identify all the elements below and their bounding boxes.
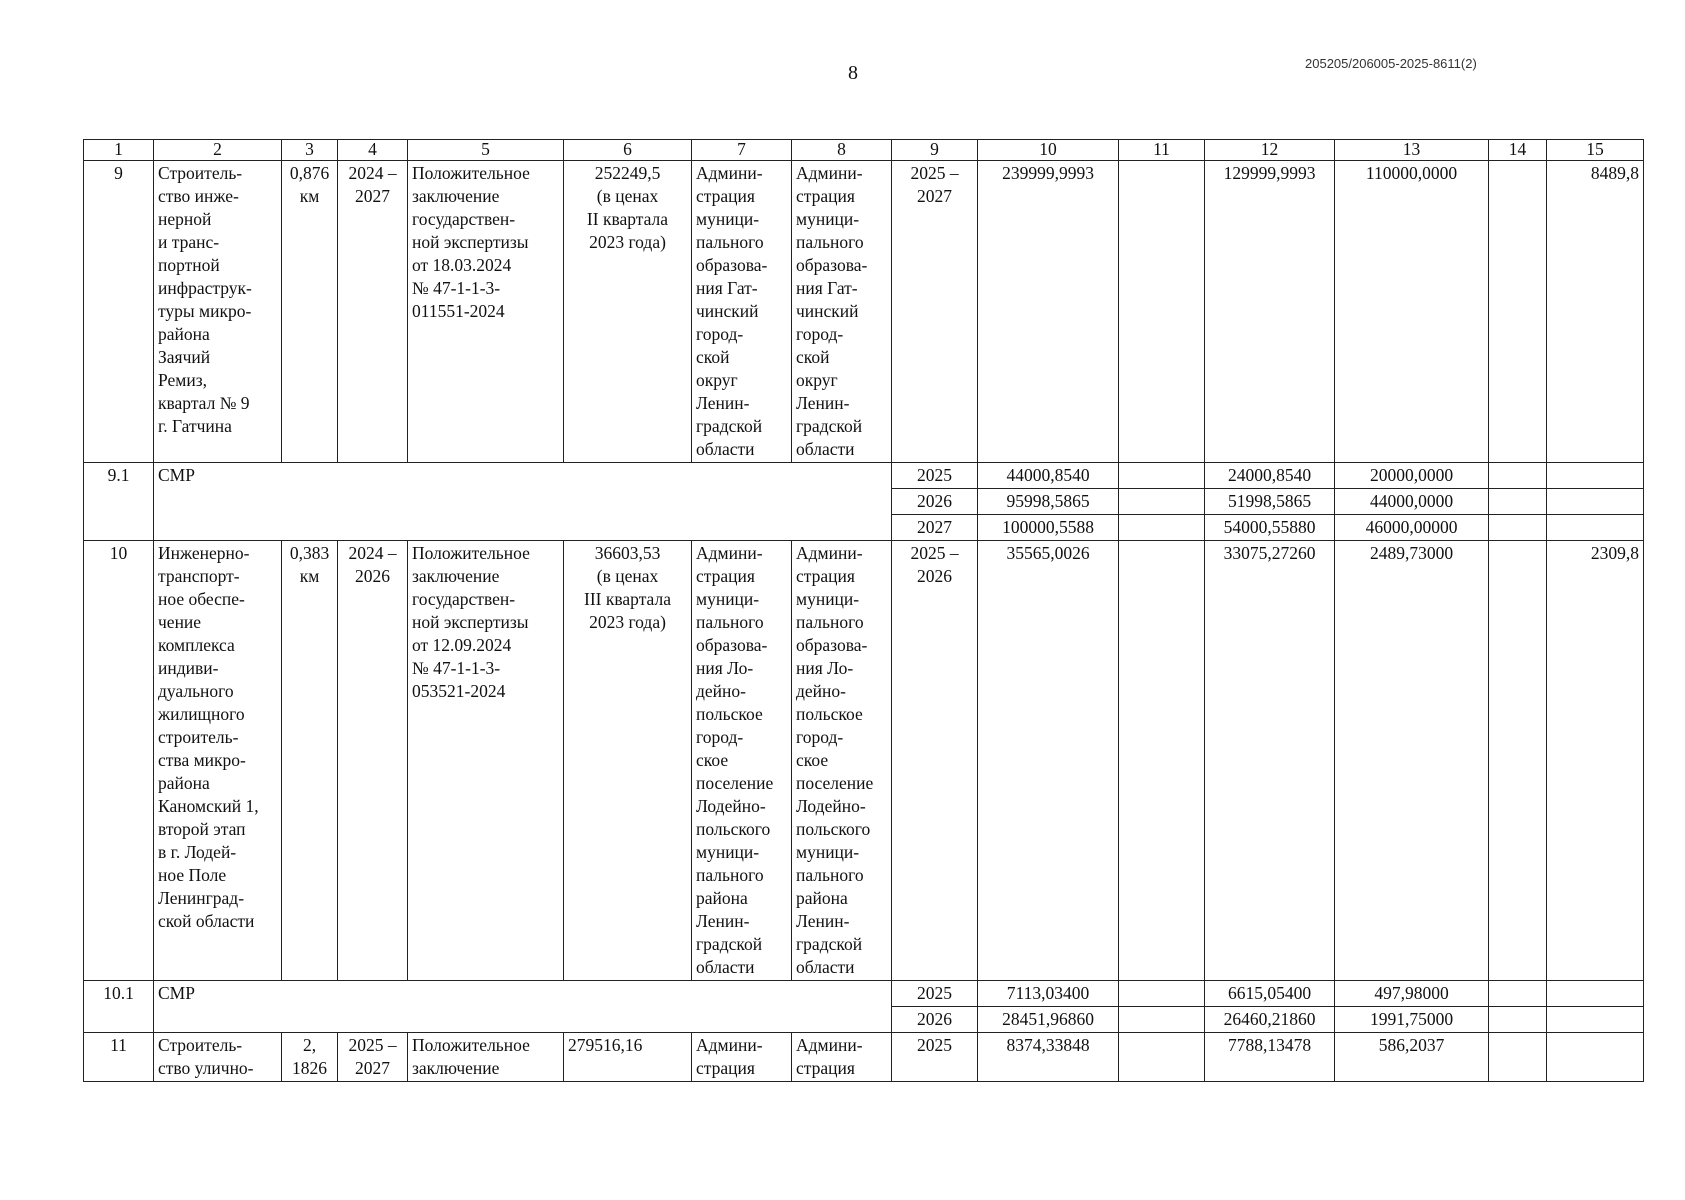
header-cell: 6 <box>564 140 692 161</box>
column-13: 497,98000 <box>1335 981 1489 1007</box>
column-14 <box>1489 515 1547 541</box>
column-15 <box>1547 981 1644 1007</box>
table-row-10 <box>84 541 1644 981</box>
data-table <box>83 139 1644 1082</box>
header-row <box>84 140 1644 161</box>
column-14 <box>1489 1033 1547 1082</box>
header-cell: 4 <box>338 140 408 161</box>
column-13: 1991,75000 <box>1335 1007 1489 1033</box>
column-11 <box>1119 463 1205 489</box>
funding-years: 2025 <box>892 1033 978 1082</box>
customer: Админи- страция муници- пального образова- ния Гат- чинский город- ской округ Ленин- градской области <box>692 161 792 463</box>
table-row-10-1 <box>84 981 1644 1007</box>
row-number: 9.1 <box>84 463 154 541</box>
construction-period: 2024 – 2026 <box>338 541 408 981</box>
year: 2025 <box>892 463 978 489</box>
year: 2026 <box>892 1007 978 1033</box>
estimated-cost: 252249,5 (в ценах II квартала 2023 года) <box>564 161 692 463</box>
column-14 <box>1489 489 1547 515</box>
year: 2025 <box>892 981 978 1007</box>
column-13: 46000,00000 <box>1335 515 1489 541</box>
column-12: 129999,9993 <box>1205 161 1335 463</box>
header-cell: 13 <box>1335 140 1489 161</box>
capacity: 0,383 км <box>282 541 338 981</box>
header-cell: 3 <box>282 140 338 161</box>
work-type-label: СМР <box>154 463 892 541</box>
table-row-9-1 <box>84 463 1644 489</box>
expertise-conclusion: Положительное заключение <box>408 1033 564 1082</box>
object-name: Строитель- ство инже- нерной и транс- портной инфраструк- туры микро- района Заячий Ремиз, квартал № 9 г. Гатчина <box>154 161 282 463</box>
column-14 <box>1489 463 1547 489</box>
row-number: 10.1 <box>84 981 154 1033</box>
column-14 <box>1489 161 1547 463</box>
header-cell: 5 <box>408 140 564 161</box>
column-13: 2489,73000 <box>1335 541 1489 981</box>
column-13: 110000,0000 <box>1335 161 1489 463</box>
funding-years: 2025 – 2027 <box>892 161 978 463</box>
column-12: 7788,13478 <box>1205 1033 1335 1082</box>
total-amount: 35565,0026 <box>978 541 1119 981</box>
header-cell: 2 <box>154 140 282 161</box>
column-14 <box>1489 541 1547 981</box>
work-type-label: СМР <box>154 981 892 1033</box>
total-amount: 95998,5865 <box>978 489 1119 515</box>
header-cell: 7 <box>692 140 792 161</box>
expertise-conclusion: Положительное заключение государствен- ной экспертизы от 18.03.2024 № 47-1-1-3- 011551-2024 <box>408 161 564 463</box>
total-amount: 44000,8540 <box>978 463 1119 489</box>
header-cell: 12 <box>1205 140 1335 161</box>
capacity: 0,876 км <box>282 161 338 463</box>
column-15 <box>1547 1007 1644 1033</box>
column-11 <box>1119 1007 1205 1033</box>
total-amount: 28451,96860 <box>978 1007 1119 1033</box>
header-cell: 15 <box>1547 140 1644 161</box>
developer: Админи- страция <box>792 1033 892 1082</box>
column-13: 20000,0000 <box>1335 463 1489 489</box>
table-row-11 <box>84 1033 1644 1082</box>
column-11 <box>1119 161 1205 463</box>
total-amount: 8374,33848 <box>978 1033 1119 1082</box>
row-number: 11 <box>84 1033 154 1082</box>
column-12: 24000,8540 <box>1205 463 1335 489</box>
capacity: 2, 1826 <box>282 1033 338 1082</box>
column-15: 2309,8 <box>1547 541 1644 981</box>
column-15 <box>1547 463 1644 489</box>
document-code: 205205/206005-2025-8611(2) <box>1305 56 1477 71</box>
header-cell: 1 <box>84 140 154 161</box>
column-15: 8489,8 <box>1547 161 1644 463</box>
year: 2027 <box>892 515 978 541</box>
column-13: 44000,0000 <box>1335 489 1489 515</box>
column-15 <box>1547 1033 1644 1082</box>
header-cell: 9 <box>892 140 978 161</box>
year: 2026 <box>892 489 978 515</box>
column-12: 6615,05400 <box>1205 981 1335 1007</box>
column-12: 26460,21860 <box>1205 1007 1335 1033</box>
column-11 <box>1119 489 1205 515</box>
page-number: 8 <box>848 62 858 84</box>
customer: Админи- страция муници- пального образова- ния Ло- дейно- польское город- ское поселение Лодейно- польского муници- пального района Ленин- градской области <box>692 541 792 981</box>
header-cell: 10 <box>978 140 1119 161</box>
object-name: Инженерно- транспорт- ное обеспе- чение комплекса индиви- дуального жилищного строитель- ства микро- района Каномский 1, второй этап в г. Лодей- ное Поле Ленинград- ской области <box>154 541 282 981</box>
column-14 <box>1489 981 1547 1007</box>
column-14 <box>1489 1007 1547 1033</box>
construction-period: 2024 – 2027 <box>338 161 408 463</box>
header-cell: 11 <box>1119 140 1205 161</box>
column-11 <box>1119 541 1205 981</box>
funding-years: 2025 – 2026 <box>892 541 978 981</box>
estimated-cost: 279516,16 <box>564 1033 692 1082</box>
estimated-cost: 36603,53 (в ценах III квартала 2023 года) <box>564 541 692 981</box>
developer: Админи- страция муници- пального образова- ния Ло- дейно- польское город- ское поселение Лодейно- польского муници- пального района Ленин- градской области <box>792 541 892 981</box>
column-11 <box>1119 981 1205 1007</box>
expertise-conclusion: Положительное заключение государствен- ной экспертизы от 12.09.2024 № 47-1-1-3- 053521-2024 <box>408 541 564 981</box>
total-amount: 100000,5588 <box>978 515 1119 541</box>
customer: Админи- страция <box>692 1033 792 1082</box>
column-11 <box>1119 515 1205 541</box>
column-12: 51998,5865 <box>1205 489 1335 515</box>
header-cell: 14 <box>1489 140 1547 161</box>
row-number: 9 <box>84 161 154 463</box>
column-11 <box>1119 1033 1205 1082</box>
object-name: Строитель- ство улично- <box>154 1033 282 1082</box>
construction-period: 2025 – 2027 <box>338 1033 408 1082</box>
column-12: 54000,55880 <box>1205 515 1335 541</box>
total-amount: 7113,03400 <box>978 981 1119 1007</box>
developer: Админи- страция муници- пального образова- ния Гат- чинский город- ской округ Ленин- градской области <box>792 161 892 463</box>
column-12: 33075,27260 <box>1205 541 1335 981</box>
total-amount: 239999,9993 <box>978 161 1119 463</box>
header-cell: 8 <box>792 140 892 161</box>
column-15 <box>1547 489 1644 515</box>
column-13: 586,2037 <box>1335 1033 1489 1082</box>
column-15 <box>1547 515 1644 541</box>
row-number: 10 <box>84 541 154 981</box>
table-row-9 <box>84 161 1644 463</box>
